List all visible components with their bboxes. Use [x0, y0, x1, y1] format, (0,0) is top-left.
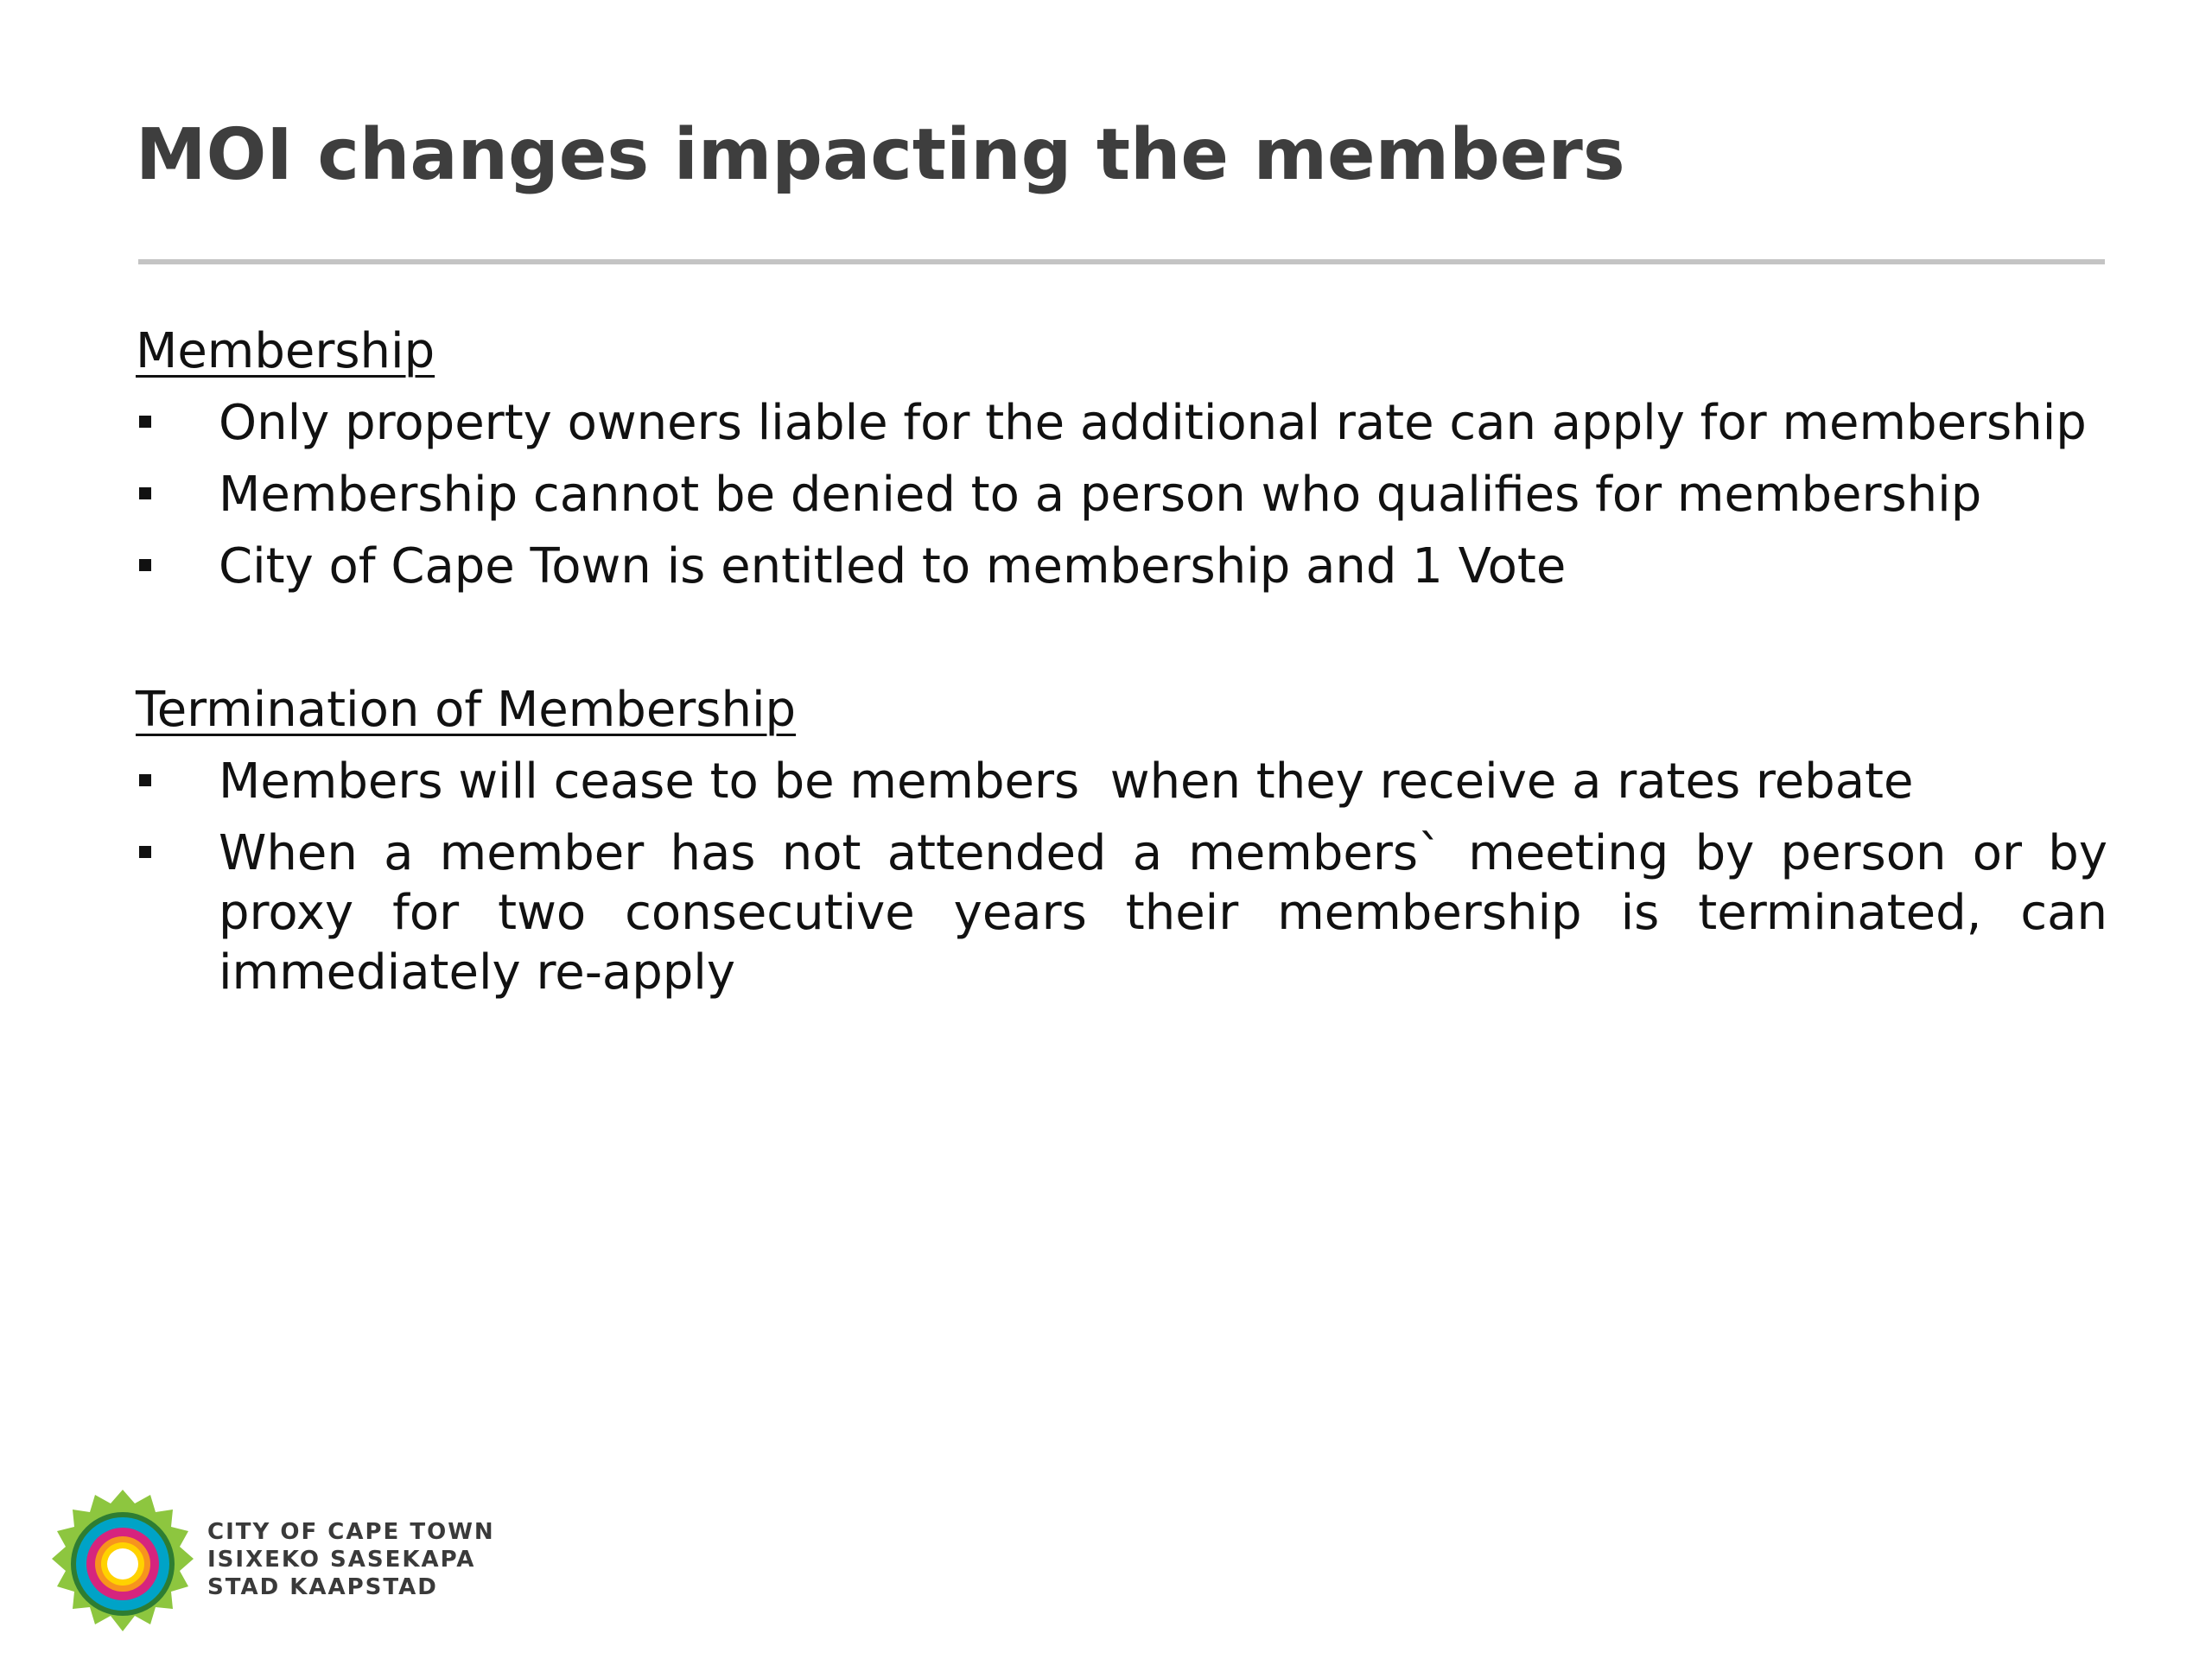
square-bullet-icon [139, 846, 151, 858]
slide-title: MOI changes impacting the members [136, 114, 1625, 196]
bullet-list [136, 752, 2107, 1002]
section-heading: Termination of Membership [136, 682, 797, 738]
bullet-text: Membership cannot be denied to a person who qualifies for membership [219, 467, 1982, 523]
section-termination [136, 680, 2107, 1002]
emblem-center [107, 1548, 138, 1580]
bullet-text: Only property owners liable for the additional rate can apply for membership [219, 395, 2087, 451]
bullet-text: City of Cape Town is entitled to membership and 1 Vote [219, 538, 1567, 594]
bullet-item [136, 752, 2107, 812]
section-spacer [136, 608, 2107, 680]
title-divider [138, 259, 2105, 264]
city-of-cape-town-emblem-icon [45, 1486, 200, 1642]
logo-wordmark [207, 1518, 495, 1601]
bullet-list [136, 393, 2107, 597]
square-bullet-icon [139, 559, 151, 571]
square-bullet-icon [139, 774, 151, 786]
logo-line: ISIXEKO SASEKAPA [207, 1547, 476, 1573]
bullet-item [136, 393, 2107, 454]
bullet-item [136, 537, 2107, 597]
square-bullet-icon [139, 416, 151, 428]
logo-line: CITY OF CAPE TOWN [207, 1519, 495, 1545]
logo-line: STAD KAAPSTAD [207, 1574, 438, 1600]
square-bullet-icon [139, 487, 151, 499]
bullet-item [136, 465, 2107, 525]
bullet-text: Members will cease to be members when they receive a rates rebate [219, 753, 1914, 810]
bullet-text: When a member has not attended a members` meeting by person or by proxy for two consecutive years their membership is terminated, can immediately re-apply [219, 825, 2107, 1001]
slide-content [136, 321, 2107, 1014]
section-membership [136, 321, 2107, 597]
bullet-item [136, 823, 2107, 1002]
section-heading: Membership [136, 323, 435, 379]
